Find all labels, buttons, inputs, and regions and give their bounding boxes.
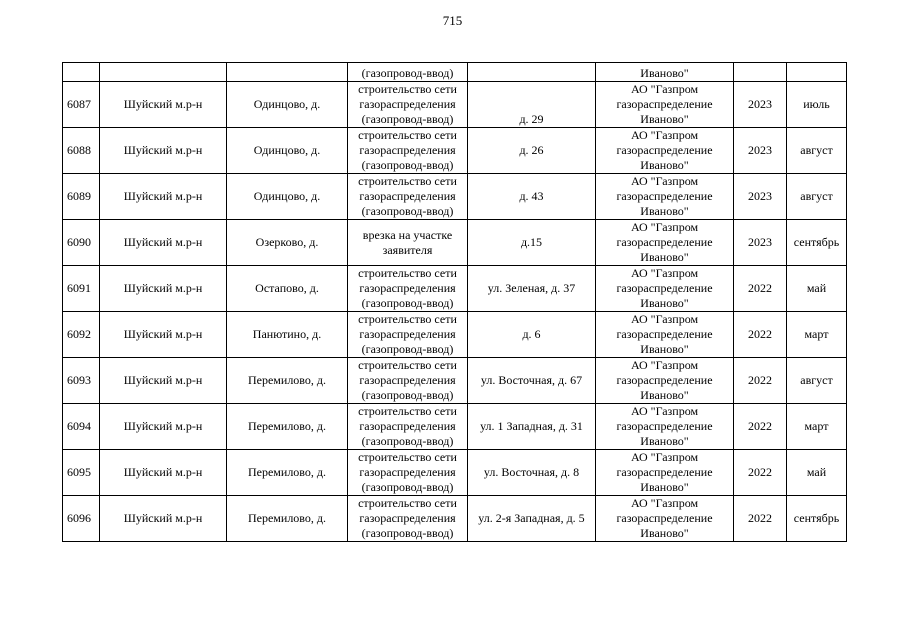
cell-locality: Озерково, д. bbox=[227, 220, 348, 266]
cell-address: ул. 1 Западная, д. 31 bbox=[468, 404, 596, 450]
cell-month: март bbox=[787, 312, 847, 358]
cell-district: Шуйский м.р-н bbox=[100, 220, 227, 266]
cell-year: 2022 bbox=[734, 450, 787, 496]
cell-locality: Перемилово, д. bbox=[227, 358, 348, 404]
table-row bbox=[63, 220, 847, 266]
cell-month: май bbox=[787, 450, 847, 496]
cell-year: 2022 bbox=[734, 312, 787, 358]
cell-num: 6090 bbox=[63, 220, 100, 266]
table-row bbox=[63, 496, 847, 542]
table-row bbox=[63, 450, 847, 496]
cell-num: 6091 bbox=[63, 266, 100, 312]
cell-locality: Одинцово, д. bbox=[227, 174, 348, 220]
table-row bbox=[63, 266, 847, 312]
cell-month: сентябрь bbox=[787, 220, 847, 266]
cell-year: 2023 bbox=[734, 220, 787, 266]
cell-month: март bbox=[787, 404, 847, 450]
cell-address: д. 6 bbox=[468, 312, 596, 358]
cell-org: АО "Газпром газораспределение Иваново" bbox=[596, 312, 734, 358]
cell-num: 6094 bbox=[63, 404, 100, 450]
cell-month: июль bbox=[787, 82, 847, 128]
cell-num bbox=[63, 63, 100, 82]
cell-org: АО "Газпром газораспределение Иваново" bbox=[596, 174, 734, 220]
table-row bbox=[63, 312, 847, 358]
cell-district: Шуйский м.р-н bbox=[100, 496, 227, 542]
cell-district: Шуйский м.р-н bbox=[100, 404, 227, 450]
cell-work: строительство сети газораспределения (газопровод-ввод) bbox=[348, 450, 468, 496]
cell-year: 2022 bbox=[734, 266, 787, 312]
table-row bbox=[63, 82, 847, 128]
cell-locality: Одинцово, д. bbox=[227, 128, 348, 174]
cell-num: 6089 bbox=[63, 174, 100, 220]
cell-address bbox=[468, 63, 596, 82]
cell-address: ул. Восточная, д. 67 bbox=[468, 358, 596, 404]
cell-org: АО "Газпром газораспределение Иваново" bbox=[596, 450, 734, 496]
cell-num: 6088 bbox=[63, 128, 100, 174]
cell-address: д. 29 bbox=[468, 82, 596, 128]
cell-month: август bbox=[787, 128, 847, 174]
cell-year: 2022 bbox=[734, 404, 787, 450]
table-body bbox=[63, 63, 847, 542]
cell-year: 2023 bbox=[734, 128, 787, 174]
cell-district: Шуйский м.р-н bbox=[100, 128, 227, 174]
cell-year: 2023 bbox=[734, 174, 787, 220]
cell-month: август bbox=[787, 358, 847, 404]
cell-locality: Перемилово, д. bbox=[227, 496, 348, 542]
gas-connection-table bbox=[62, 62, 847, 542]
cell-district: Шуйский м.р-н bbox=[100, 174, 227, 220]
cell-district: Шуйский м.р-н bbox=[100, 266, 227, 312]
cell-locality: Перемилово, д. bbox=[227, 404, 348, 450]
cell-locality: Остапово, д. bbox=[227, 266, 348, 312]
cell-locality bbox=[227, 63, 348, 82]
cell-org: АО "Газпром газораспределение Иваново" bbox=[596, 404, 734, 450]
cell-org: АО "Газпром газораспределение Иваново" bbox=[596, 128, 734, 174]
table-row bbox=[63, 358, 847, 404]
cell-month: май bbox=[787, 266, 847, 312]
cell-locality: Одинцово, д. bbox=[227, 82, 348, 128]
cell-work: (газопровод-ввод) bbox=[348, 63, 468, 82]
cell-work: строительство сети газораспределения (газопровод-ввод) bbox=[348, 128, 468, 174]
cell-num: 6093 bbox=[63, 358, 100, 404]
cell-district: Шуйский м.р-н bbox=[100, 358, 227, 404]
cell-year: 2022 bbox=[734, 496, 787, 542]
cell-address: ул. Зеленая, д. 37 bbox=[468, 266, 596, 312]
cell-district: Шуйский м.р-н bbox=[100, 312, 227, 358]
cell-work: строительство сети газораспределения (газопровод-ввод) bbox=[348, 496, 468, 542]
cell-work: строительство сети газораспределения (газопровод-ввод) bbox=[348, 358, 468, 404]
cell-month bbox=[787, 63, 847, 82]
cell-num: 6087 bbox=[63, 82, 100, 128]
cell-num: 6096 bbox=[63, 496, 100, 542]
cell-district: Шуйский м.р-н bbox=[100, 82, 227, 128]
cell-month: сентябрь bbox=[787, 496, 847, 542]
cell-work: строительство сети газораспределения (газопровод-ввод) bbox=[348, 312, 468, 358]
cell-work: строительство сети газораспределения (газопровод-ввод) bbox=[348, 266, 468, 312]
cell-address: д. 26 bbox=[468, 128, 596, 174]
table-row bbox=[63, 404, 847, 450]
cell-org: АО "Газпром газораспределение Иваново" bbox=[596, 358, 734, 404]
cell-work: строительство сети газораспределения (газопровод-ввод) bbox=[348, 82, 468, 128]
table-row bbox=[63, 128, 847, 174]
cell-year bbox=[734, 63, 787, 82]
cell-work: строительство сети газораспределения (газопровод-ввод) bbox=[348, 404, 468, 450]
cell-district bbox=[100, 63, 227, 82]
cell-address: ул. 2-я Западная, д. 5 bbox=[468, 496, 596, 542]
cell-locality: Перемилово, д. bbox=[227, 450, 348, 496]
cell-org: АО "Газпром газораспределение Иваново" bbox=[596, 496, 734, 542]
continuation-row bbox=[63, 63, 847, 82]
cell-locality: Панютино, д. bbox=[227, 312, 348, 358]
cell-org: АО "Газпром газораспределение Иваново" bbox=[596, 220, 734, 266]
cell-address: д. 43 bbox=[468, 174, 596, 220]
cell-month: август bbox=[787, 174, 847, 220]
table-row bbox=[63, 174, 847, 220]
cell-address: ул. Восточная, д. 8 bbox=[468, 450, 596, 496]
page-number: 715 bbox=[442, 13, 463, 28]
cell-org: АО "Газпром газораспределение Иваново" bbox=[596, 82, 734, 128]
cell-district: Шуйский м.р-н bbox=[100, 450, 227, 496]
cell-num: 6095 bbox=[63, 450, 100, 496]
cell-org: АО "Газпром газораспределение Иваново" bbox=[596, 266, 734, 312]
cell-work: врезка на участке заявителя bbox=[348, 220, 468, 266]
cell-num: 6092 bbox=[63, 312, 100, 358]
cell-address: д.15 bbox=[468, 220, 596, 266]
cell-year: 2022 bbox=[734, 358, 787, 404]
cell-org: Иваново" bbox=[596, 63, 734, 82]
cell-year: 2023 bbox=[734, 82, 787, 128]
cell-work: строительство сети газораспределения (газопровод-ввод) bbox=[348, 174, 468, 220]
